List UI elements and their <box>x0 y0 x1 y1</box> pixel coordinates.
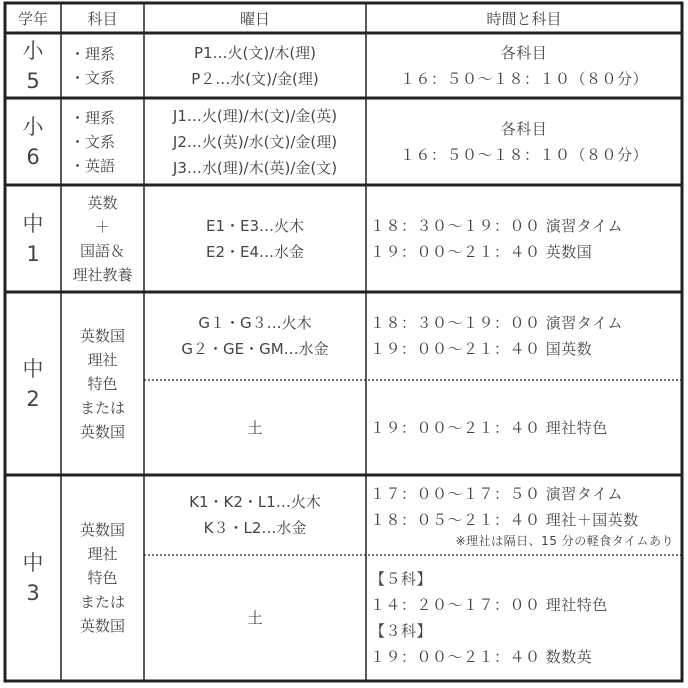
subject-item: ・文系 <box>70 68 116 87</box>
subject-item: または <box>79 593 125 611</box>
header-grade: 学年 <box>17 9 48 28</box>
saturday-day-cell <box>144 380 366 475</box>
day-cell <box>144 292 366 380</box>
time-cell <box>370 475 682 555</box>
subject-item: 特色 <box>87 374 118 393</box>
subject-cell <box>61 292 144 475</box>
grade-label: 中 <box>22 356 44 381</box>
day-class-line: G２・GE・GM…水金 <box>181 340 329 358</box>
time-title: 各科目 <box>500 43 548 62</box>
grade-number: 5 <box>26 68 40 93</box>
grade-label: 中 <box>22 551 44 575</box>
subject-item: 英数国 <box>79 617 125 635</box>
grade-cell <box>5 33 61 98</box>
day-cell <box>144 33 366 98</box>
time-title: 各科目 <box>500 119 548 138</box>
day-class-line: P２…水(文)/金(理) <box>191 69 319 88</box>
grade-number: 1 <box>26 241 40 266</box>
subject-cell <box>70 33 144 98</box>
subject-item: 英数 <box>87 193 118 212</box>
time-line: １６：５０～１８：１０（８０分） <box>399 69 648 88</box>
subject-item: ・文系 <box>70 132 116 151</box>
grade-label: 中 <box>22 211 44 236</box>
subject-item: 英数国 <box>79 422 125 441</box>
grade-number: 2 <box>26 386 40 411</box>
header-subject: 科目 <box>87 9 118 28</box>
day-cell <box>144 98 366 185</box>
time-line: １９：００～２１：４０ 英数国 <box>370 242 593 261</box>
subject-item: 英数国 <box>79 326 125 345</box>
subject-item: 理社 <box>87 350 118 369</box>
time-line: １７：００～１７：５０ 演習タイム <box>370 485 623 503</box>
subject-item: 理社教養 <box>72 265 133 284</box>
grade-cell <box>5 185 61 292</box>
time-line: １８：０５～２１：４０ 理社＋国英数 <box>370 511 639 529</box>
time-cell <box>366 33 682 98</box>
day-class-line: G１・G３…火木 <box>198 314 312 332</box>
time-line: １４：２０～１７：００ 理社特色 <box>370 596 608 614</box>
time-line: １６：５０～１８：１０（８０分） <box>399 145 648 164</box>
time-cell <box>370 185 682 292</box>
saturday-label: 土 <box>247 418 263 437</box>
subject-item: 特色 <box>87 569 118 587</box>
grade-number: 3 <box>26 581 40 605</box>
grade-label: 小 <box>22 114 44 139</box>
saturday-day-cell <box>144 555 366 681</box>
grade-cell <box>5 98 61 185</box>
day-cell <box>144 475 366 555</box>
day-cell <box>144 185 366 292</box>
header-day: 曜日 <box>239 9 270 28</box>
time-line: １９：００～２１：４０ 理社特色 <box>370 418 608 437</box>
saturday-time-cell <box>370 555 682 681</box>
saturday-label: 土 <box>247 609 263 627</box>
subject-cell <box>70 98 144 185</box>
time-cell <box>366 98 682 185</box>
header-time: 時間と科目 <box>486 9 562 28</box>
day-class-line: J1…火(理)/木(文)/金(英) <box>172 106 338 125</box>
time-cell <box>370 292 682 380</box>
subject-cell <box>61 475 144 681</box>
course-label: 【５科】 <box>370 570 433 588</box>
day-class-line: K３・L2…水金 <box>203 519 307 537</box>
day-class-line: K1・K2・L1…火木 <box>189 493 321 511</box>
subject-item: 英数国 <box>79 521 125 539</box>
course-label: 【３科】 <box>370 622 433 640</box>
day-class-line: J2…火(英)/水(文)/金(理) <box>172 132 338 151</box>
grade-label: 小 <box>22 38 44 63</box>
time-line: １９：００～２１：４０ 数数英 <box>370 648 593 666</box>
day-class-line: E1・E3…火木 <box>205 216 305 235</box>
subject-item: 国語＆ <box>79 241 125 260</box>
grade-cell <box>5 475 61 681</box>
subject-item: ・理系 <box>70 108 116 127</box>
time-line: １９：００～２１：４０ 国英数 <box>370 340 593 358</box>
subject-item: ・英語 <box>70 156 116 175</box>
time-line: １８：３０～１９：００ 演習タイム <box>370 216 623 235</box>
subject-cell <box>61 185 144 292</box>
grade-cell <box>5 292 61 475</box>
subject-item: または <box>79 398 125 417</box>
subject-item: ・理系 <box>70 44 116 63</box>
day-class-line: P1…火(文)/木(理) <box>193 43 317 62</box>
time-note: ※理社は隔日、15 分の軽食タイムあり <box>455 534 674 548</box>
saturday-time-cell <box>370 380 682 475</box>
day-class-line: J3…水(理)/木(英)/金(文) <box>172 158 338 177</box>
grade-number: 6 <box>26 144 40 169</box>
time-line: １８：３０～１９：００ 演習タイム <box>370 314 623 332</box>
subject-item: ＋ <box>94 217 110 236</box>
subject-item: 理社 <box>87 545 118 563</box>
day-class-line: E2・E4…水金 <box>205 242 305 261</box>
